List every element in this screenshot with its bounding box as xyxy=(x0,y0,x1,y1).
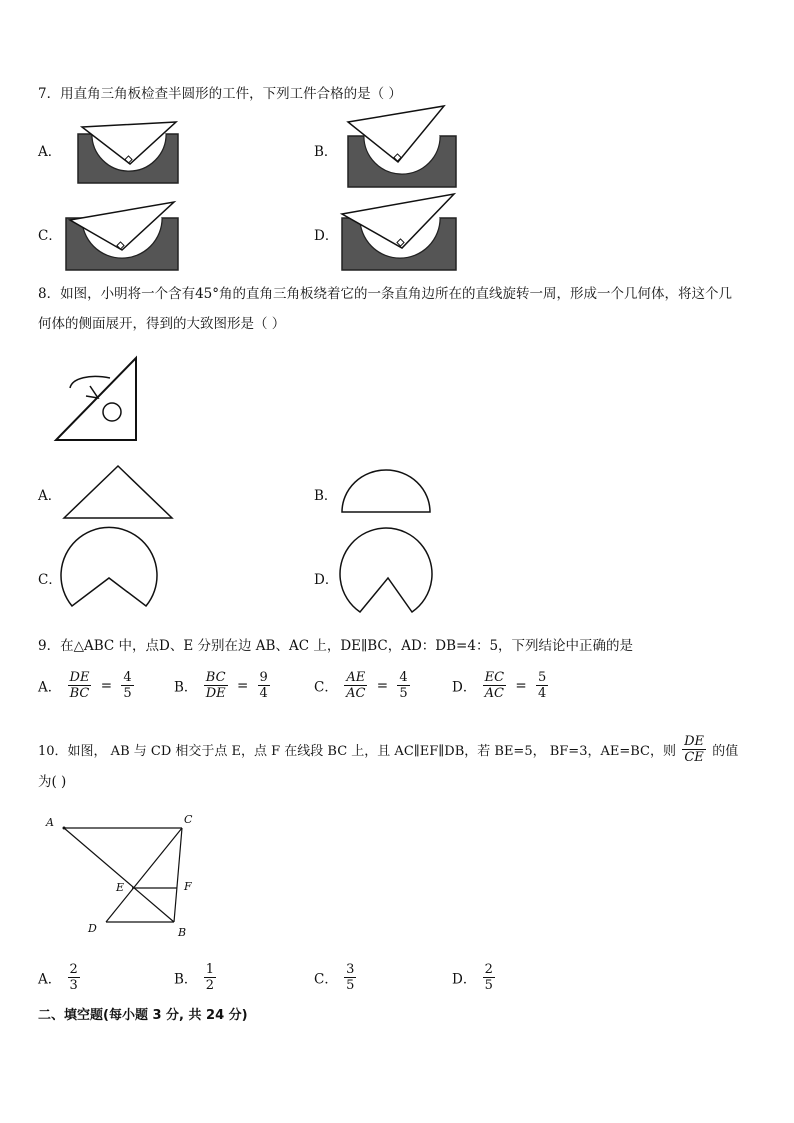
q9-option-d[interactable]: D． $\frac{EC}{AC}$ = $\frac{5}{4}$ xyxy=(452,670,547,701)
q10-option-d-fraction: $\frac{2}{5}$ xyxy=(484,962,493,993)
q8-triangle-figure xyxy=(52,356,144,444)
q7-option-a-label[interactable]: A． xyxy=(38,144,62,160)
q9-option-c-fraction: $\frac{AE}{AC}$ xyxy=(346,670,366,701)
q9-option-c-value: $\frac{4}{5}$ xyxy=(399,670,408,701)
q10-stem-tail: 的值 xyxy=(712,744,739,759)
q10-point-a-label: A xyxy=(46,816,54,829)
q10-point-d-label: D xyxy=(88,922,97,935)
q10-stem-line2: 为( ) xyxy=(38,774,67,790)
q8-stem-line2: 何体的侧面展开，得到的大致图形是（ ） xyxy=(38,316,286,332)
q9-option-d-label: D． xyxy=(452,679,477,696)
q7-stem: 7．用直角三角板检查半圆形的工件，下列工件合格的是（ ） xyxy=(38,86,402,102)
q10-option-a-fraction: $\frac{2}{3}$ xyxy=(69,962,78,993)
q10-option-a-label: A． xyxy=(38,971,62,988)
q9-option-b[interactable]: B． $\frac{BC}{DE}$ = $\frac{9}{4}$ xyxy=(174,670,268,701)
q7-option-b-figure xyxy=(346,104,458,189)
q8-option-c-figure xyxy=(60,536,160,612)
section-2-heading: 二、填空题(每小题 3 分, 共 24 分) xyxy=(38,1008,248,1023)
q9-option-a-label: A． xyxy=(38,679,62,696)
q10-stem xyxy=(38,734,738,765)
q10-stem-fraction: $\frac{DE}{CE}$ xyxy=(684,734,705,765)
q10-point-e-label: E xyxy=(116,881,125,894)
q10-geometry-figure xyxy=(40,812,210,942)
q10-option-b[interactable] xyxy=(174,962,218,993)
q9-option-c-label: C． xyxy=(314,679,338,696)
q8-option-a-figure xyxy=(62,462,176,522)
q8-option-a-label[interactable]: A． xyxy=(38,488,62,504)
q10-stem-text: 10．如图， AB 与 CD 相交于点 E，点 F 在线段 BC 上，且 AC∥EF∥DB，若 BE=5， BF=3，AE=BC，则 xyxy=(38,744,676,759)
q10-option-a[interactable] xyxy=(38,962,82,993)
q8-option-b-label[interactable]: B． xyxy=(314,488,338,504)
q7-option-a-figure xyxy=(76,120,180,185)
q9-option-b-fraction: $\frac{BC}{DE}$ xyxy=(205,670,226,701)
q8-option-b-figure xyxy=(340,468,432,516)
q7-option-d-figure xyxy=(340,192,458,272)
q8-stem-line1: 8．如图，小明将一个含有45°角的直角三角板绕着它的一条直角边所在的直线旋转一周，形成一个几何体，将这个几 xyxy=(38,286,733,302)
q9-option-a[interactable]: A． $\frac{DE}{BC}$ = $\frac{4}{5}$ xyxy=(38,670,132,701)
q10-option-d[interactable] xyxy=(452,962,497,993)
q8-option-d-figure xyxy=(338,534,436,618)
q9-option-c[interactable]: C． $\frac{AE}{AC}$ = $\frac{4}{5}$ xyxy=(314,670,408,701)
q9-stem: 9．在△ABC 中，点D、E 分别在边 AB、AC 上，DE∥BC，AD：DB=4：5，下列结论中正确的是 xyxy=(38,638,634,654)
q7-option-d-label[interactable]: D． xyxy=(314,228,339,244)
q9-option-d-fraction: $\frac{EC}{AC}$ xyxy=(484,670,505,701)
q8-option-c-label[interactable]: C． xyxy=(38,572,62,588)
q10-option-c-label: C． xyxy=(314,971,338,988)
q9-option-b-value: $\frac{9}{4}$ xyxy=(259,670,268,701)
q10-point-b-label: B xyxy=(178,926,187,939)
q7-option-b-label[interactable]: B． xyxy=(314,144,338,160)
q10-option-b-fraction: $\frac{1}{2}$ xyxy=(205,962,214,993)
q7-option-c-label[interactable]: C． xyxy=(38,228,62,244)
q10-option-d-label: D． xyxy=(452,971,477,988)
q9-option-a-value: $\frac{4}{5}$ xyxy=(123,670,132,701)
q10-point-c-label: C xyxy=(184,813,193,826)
q10-option-c-fraction: $\frac{3}{5}$ xyxy=(346,962,355,993)
q10-point-f-label: F xyxy=(184,880,192,893)
q7-option-c-figure xyxy=(64,200,180,272)
q8-option-d-label[interactable]: D． xyxy=(314,572,339,588)
q9-option-a-fraction: $\frac{DE}{BC}$ xyxy=(69,670,90,701)
q9-option-b-label: B． xyxy=(174,679,198,696)
q9-option-d-value: $\frac{5}{4}$ xyxy=(537,670,547,701)
q10-option-b-label: B． xyxy=(174,971,198,988)
q10-option-c[interactable] xyxy=(314,962,358,993)
